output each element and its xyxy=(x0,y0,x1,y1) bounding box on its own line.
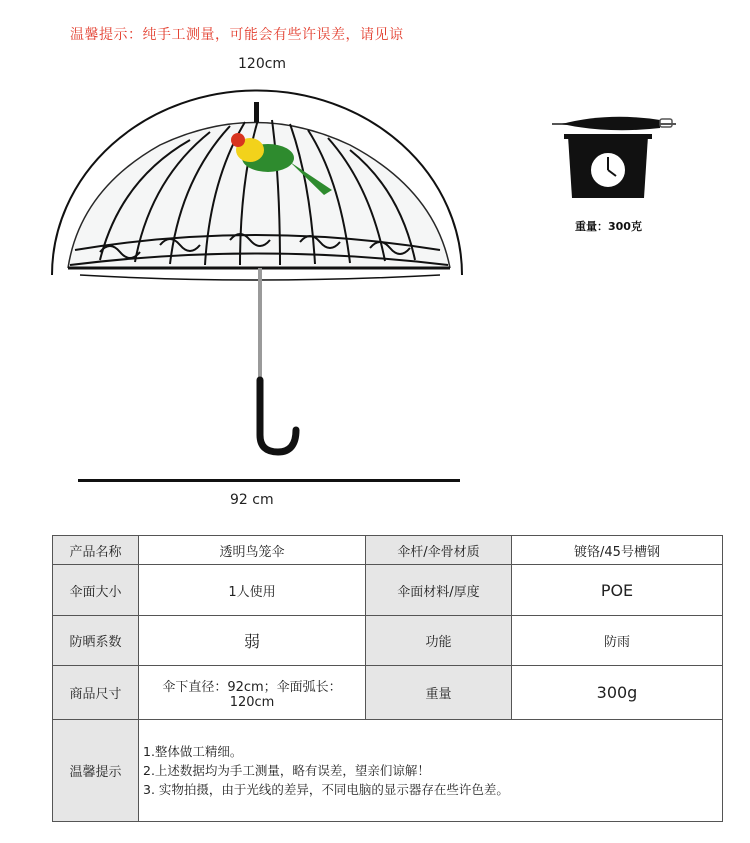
note-line: 3. 实物拍摄，由于光线的差异，不同电脑的显示器存在些许色差。 xyxy=(143,782,509,797)
spec-label: 伞面大小 xyxy=(53,565,139,616)
table-row xyxy=(53,536,723,565)
spec-label: 功能 xyxy=(366,616,512,666)
table-row xyxy=(53,720,723,822)
diameter-label: 92 cm xyxy=(230,492,274,508)
spec-value: 伞下直径：92cm；伞面弧长：120cm xyxy=(139,666,366,720)
spec-label: 温馨提示 xyxy=(53,720,139,822)
spec-value: 弱 xyxy=(139,616,366,666)
spec-label: 产品名称 xyxy=(53,536,139,565)
measurement-notice: 温馨提示：纯手工测量，可能会有些许误差，请见谅 xyxy=(70,27,404,43)
arc-length-label: 120cm xyxy=(238,56,287,72)
spec-label: 商品尺寸 xyxy=(53,666,139,720)
birdcage-umbrella-illustration xyxy=(40,70,480,460)
note-line: 1.整体做工精细。 xyxy=(143,744,243,759)
spec-value: 300g xyxy=(512,666,723,720)
spec-label: 防晒系数 xyxy=(53,616,139,666)
spec-label: 伞面材料/厚度 xyxy=(366,565,512,616)
weight-caption: 重量：300克 xyxy=(575,220,642,233)
spec-value: 透明鸟笼伞 xyxy=(139,536,366,565)
spec-label: 重量 xyxy=(366,666,512,720)
diameter-line xyxy=(78,479,460,482)
spec-value: 镀铬/45号槽钢 xyxy=(512,536,723,565)
table-row xyxy=(53,666,723,720)
spec-table xyxy=(52,535,723,822)
spec-value: POE xyxy=(512,565,723,616)
note-line: 2.上述数据均为手工测量，略有误差，望亲们谅解！ xyxy=(143,763,430,778)
table-row xyxy=(53,616,723,666)
spec-value: 防雨 xyxy=(512,616,723,666)
table-row xyxy=(53,565,723,616)
scale-icon xyxy=(548,110,678,205)
notes-cell xyxy=(139,720,723,822)
spec-label: 伞杆/伞骨材质 xyxy=(366,536,512,565)
spec-value: 1人使用 xyxy=(139,565,366,616)
